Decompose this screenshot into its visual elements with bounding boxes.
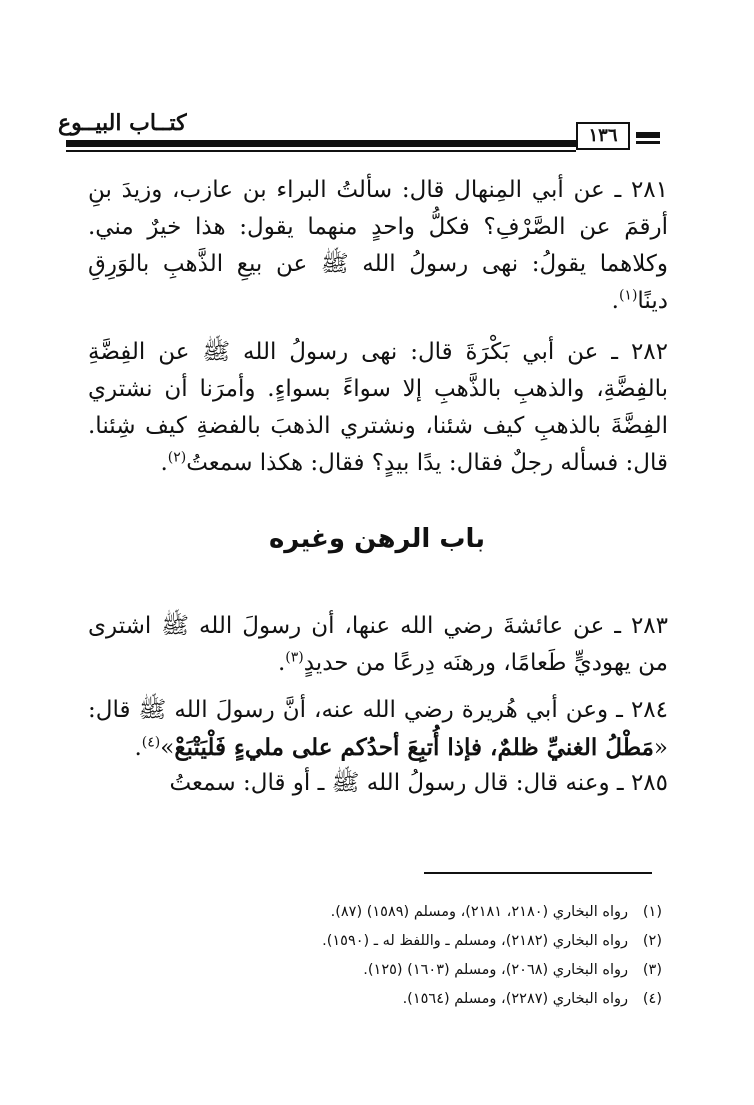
chapter-heading: باب الرهن وغيره xyxy=(268,524,486,554)
hadith-paragraph xyxy=(88,608,668,682)
header-ornament xyxy=(636,132,660,138)
hadith-paragraph xyxy=(88,334,668,482)
footnote-text: رواه البخاري (٢٢٨٧)، ومسلم (١٥٦٤). xyxy=(402,991,628,1007)
sentence-end: . xyxy=(277,650,286,676)
footnote xyxy=(202,927,662,956)
footnotes xyxy=(202,898,662,1014)
hadith-text: ٢٨٢ ـ عن أبي بَكْرَةَ قال: نهى رسولُ الله ﷺ عن الفِضَّةِ بالفِضَّةِ، والذهبِ بالذَّهبِ إلا سواءً بسواءٍ. وأمرَنا أن نشتري الفِضَّةَ بالذهبِ كيف شئنا، ونشتري الذهبَ بالفضةِ كيف شِئنا. قال: فسأله رجلٌ فقال: يدًا بيدٍ؟ فقال: هكذا سمعتُ xyxy=(88,339,668,476)
prophetic-quote: مَطْلُ الغنيِّ ظلمٌ، فإذا أُتبِعَ أحدُكم على مليءٍ فَلْيَتْبَعْ xyxy=(174,734,654,761)
footnote-number: (٤) xyxy=(642,991,662,1007)
footnote-ref: (٣) xyxy=(285,649,304,666)
hadith-text: ٢٨٥ ـ وعنه قال: قال رسولُ الله ﷺ ـ أو قال: سمعتُ xyxy=(169,770,668,796)
header-rule-thick xyxy=(66,140,576,147)
header-rule-thin xyxy=(66,150,576,152)
hadith-text: ٢٨١ ـ عن أبي المِنهال قال: سألتُ البراء بن عازب، وزيدَ بنِ أرقمَ عن الصَّرْفِ؟ فكلُّ واحدٍ منهما يقول: هذا خيرٌ مني. وكلاهما يقولُ: نهى رسولُ الله ﷺ عن بيعِ الذَّهبِ بالوَرِقِ دينًا xyxy=(88,177,668,314)
hadith-paragraph xyxy=(88,765,668,802)
footnote-ref: (٤) xyxy=(141,734,161,751)
footnote-number: (٣) xyxy=(642,962,662,978)
footnote xyxy=(202,956,662,985)
hadith-text: ٢٨٤ ـ وعن أبي هُريرة رضي الله عنه، أنَّ رسولَ الله ﷺ قال: « xyxy=(88,697,668,761)
sentence-end: . xyxy=(611,288,619,314)
footnote xyxy=(202,985,662,1014)
footnote-number: (١) xyxy=(642,904,662,920)
footnote-ref: (٢) xyxy=(167,449,187,466)
footnote-text: رواه البخاري (٢٠٦٨)، ومسلم (١٦٠٣) (١٢٥). xyxy=(363,962,628,978)
quote-close: » xyxy=(160,735,175,761)
sentence-end: . xyxy=(160,450,168,476)
hadith-paragraph xyxy=(88,172,668,320)
footnote-text: رواه البخاري (٢١٨٢)، ومسلم ـ واللفظ له ـ (١٥٩٠). xyxy=(322,933,628,949)
sentence-end: . xyxy=(134,735,142,761)
footnote-number: (٢) xyxy=(642,933,662,949)
page-number: ١٣٦ xyxy=(576,122,630,150)
hadith-paragraph xyxy=(88,692,668,767)
footnote xyxy=(202,898,662,927)
footnote-separator xyxy=(424,872,652,874)
footnote-text: رواه البخاري (٢١٨٠، ٢١٨١)، ومسلم (١٥٨٩) (٨٧). xyxy=(330,904,628,920)
book-title: كتــاب البيــوع xyxy=(58,110,187,136)
footnote-ref: (١) xyxy=(618,287,638,304)
running-header xyxy=(58,108,660,156)
header-ornament-lower xyxy=(636,141,660,144)
hadith-text: ٢٨٣ ـ عن عائشةَ رضي الله عنها، أن رسولَ الله ﷺ اشترى من يهوديٍّ طَعامًا، ورهنَه دِرعًا من حديدٍ xyxy=(88,613,668,676)
